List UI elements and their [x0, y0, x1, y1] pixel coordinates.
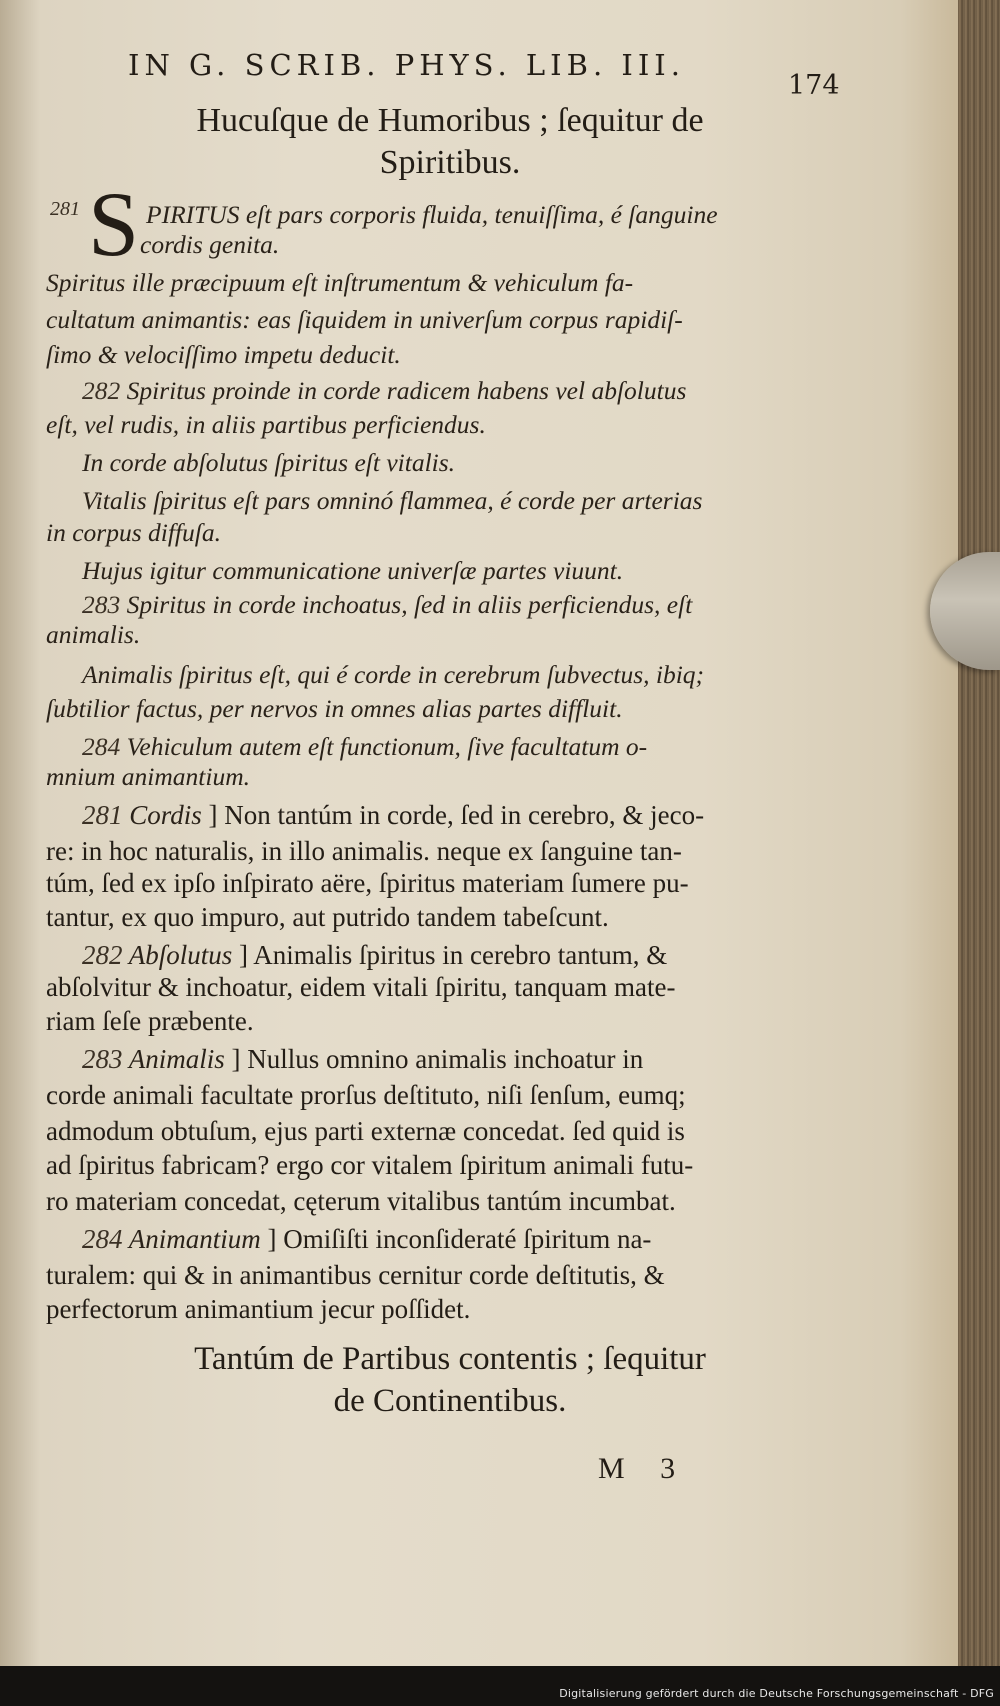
text-line-content: riam ſeſe præbente.: [46, 1006, 254, 1036]
text-line: [82, 590, 692, 620]
text-line-content: ſimo & velociſſimo impetu deducit.: [46, 340, 401, 369]
drop-capital: S: [88, 173, 140, 275]
text-line-content: ] Non tantúm in corde, ſed in cerebro, & jeco-: [208, 800, 705, 830]
text-line-content: Vitalis ſpiritus eſt pars omninó flammea, é corde per arterias: [82, 486, 703, 515]
digitization-credit: Digitalisierung gefördert durch die Deutsche Forschungsgemeinschaft - DFG: [559, 1687, 994, 1700]
text-line: [46, 1006, 254, 1037]
text-line-content: Spiritus in corde inchoatus, ſed in aliis perficiendus, eſt: [126, 590, 693, 619]
text-line-content: ad ſpiritus fabricam? ergo cor vitalem ſpiritum animali futu-: [46, 1150, 694, 1180]
paragraph-number: 281: [82, 800, 130, 830]
text-line: [46, 1294, 470, 1325]
text-line-content: cultatum animantis: eas ſiquidem in univerſum corpus rapidiſ-: [46, 305, 683, 334]
section-title-line-2: Spiritibus.: [379, 144, 521, 181]
text-line-content: Spiritus ille præcipuum eſt inſtrumentum & vehiculum fa-: [46, 268, 634, 297]
text-line-content: in corpus diffuſa.: [46, 518, 221, 547]
text-line-content: re: in hoc naturalis, in illo animalis. neque ex ſanguine tan-: [46, 836, 682, 866]
text-line: [82, 732, 647, 762]
text-line: [140, 230, 279, 260]
text-line-content: Animalis ſpiritus eſt, qui é corde in cerebrum ſubvectus, ibiq;: [82, 660, 705, 689]
text-line: [46, 410, 486, 440]
text-line-content: ] Animalis ſpiritus in cerebro tantum, &: [239, 940, 668, 970]
paragraph-number: 283: [82, 590, 127, 619]
text-line-content: admodum obtuſum, ejus parti externæ concedat. ſed quid is: [46, 1116, 685, 1146]
text-line: [46, 762, 250, 792]
commentary-keyword: Cordis: [129, 800, 209, 830]
page-fore-edge: [958, 0, 1000, 1666]
text-line-content: ro materiam concedat, cęterum vitalibus tantúm incumbat.: [46, 1186, 676, 1216]
text-line-content: eſt, vel rudis, in aliis partibus perficiendus.: [46, 410, 486, 439]
text-line: [46, 1080, 686, 1111]
commentary-keyword: Animalis: [128, 1044, 232, 1074]
text-line: [46, 340, 401, 370]
text-line: [82, 800, 704, 831]
text-line-content: perfectorum animantium jecur poſſidet.: [46, 1294, 471, 1324]
text-line-content: abſolvitur & inchoatur, eidem vitali ſpiritu, tanquam mate-: [46, 972, 676, 1002]
text-line-content: tantur, ex quo impuro, aut putrido tandem tabeſcunt.: [46, 902, 609, 932]
text-line: [46, 868, 689, 899]
text-line-content: corde animali facultate prorſus deſtituto, niſi ſenſum, eumq;: [46, 1080, 686, 1110]
text-line: [82, 448, 455, 478]
running-head: IN G. SCRIB. PHYS. LIB. III.: [128, 48, 685, 82]
text-line: [82, 556, 623, 586]
text-line-content: In corde abſolutus ſpiritus eſt vitalis.: [82, 448, 456, 477]
text-line: [46, 1186, 676, 1217]
text-line: [46, 694, 623, 724]
text-line-content: PIRITUS eſt pars corporis fluida, tenuiſſima, é ſanguine: [146, 200, 718, 229]
paragraph-number: 284: [82, 1224, 129, 1254]
signature-mark: M 3: [598, 1452, 690, 1485]
text-line-content: turalem: qui & in animantibus cernitur corde deſtitutis, &: [46, 1260, 665, 1290]
text-line-content: animalis.: [46, 620, 141, 649]
closing-title-line-1: Tantúm de Partibus contentis ; ſequitur: [194, 1341, 706, 1377]
closing-title-line-2: de Continentibus.: [333, 1383, 567, 1419]
text-line-content: túm, ſed ex ipſo inſpirato aëre, ſpiritus materiam ſumere pu-: [46, 868, 689, 898]
paragraph-number: 284: [82, 732, 127, 761]
footer-bar: [0, 1666, 1000, 1706]
text-line: [82, 376, 686, 406]
text-line: [46, 305, 683, 335]
text-line: [82, 1224, 651, 1255]
commentary-keyword: Abſolutus: [128, 940, 240, 970]
text-line-content: mnium animantium.: [46, 762, 250, 791]
paragraph-number: 282: [82, 940, 129, 970]
text-line-content: ] Omiſiſti inconſideraté ſpiritum na-: [267, 1224, 652, 1254]
text-line: [82, 660, 704, 690]
text-line-content: Spiritus proinde in corde radicem habens vel abſolutus: [126, 376, 687, 405]
paragraph-number: 282: [82, 376, 127, 405]
text-line: [46, 518, 221, 548]
page-number: 174: [788, 70, 840, 101]
text-line: [46, 972, 676, 1003]
text-line: [46, 1150, 693, 1181]
text-line-content: ] Nullus omnino animalis inchoatur in: [231, 1044, 644, 1074]
text-line: [82, 1044, 643, 1075]
text-line-content: Vehiculum autem eſt functionum, ſive facultatum o-: [126, 732, 648, 761]
section-title-line-1: Hucuſque de Humoribus ; ſequitur de: [196, 102, 704, 139]
commentary-keyword: Animantium: [128, 1224, 268, 1254]
text-line: [46, 268, 633, 298]
paragraph-number: 283: [82, 1044, 129, 1074]
text-line: [50, 200, 718, 230]
text-line: [46, 836, 682, 867]
text-line: [46, 620, 140, 650]
text-line-content: ſubtilior factus, per nervos in omnes alias partes diffluit.: [46, 694, 623, 723]
text-line-content: Hujus igitur communicatione univerſæ partes viuunt.: [82, 556, 624, 585]
text-line: [82, 940, 667, 971]
text-line: [46, 1260, 665, 1291]
paragraph-number: 281: [50, 198, 80, 220]
text-line-content: cordis genita.: [140, 230, 280, 259]
text-line: [46, 1116, 685, 1147]
text-line: [46, 902, 609, 933]
text-line: [82, 486, 702, 516]
